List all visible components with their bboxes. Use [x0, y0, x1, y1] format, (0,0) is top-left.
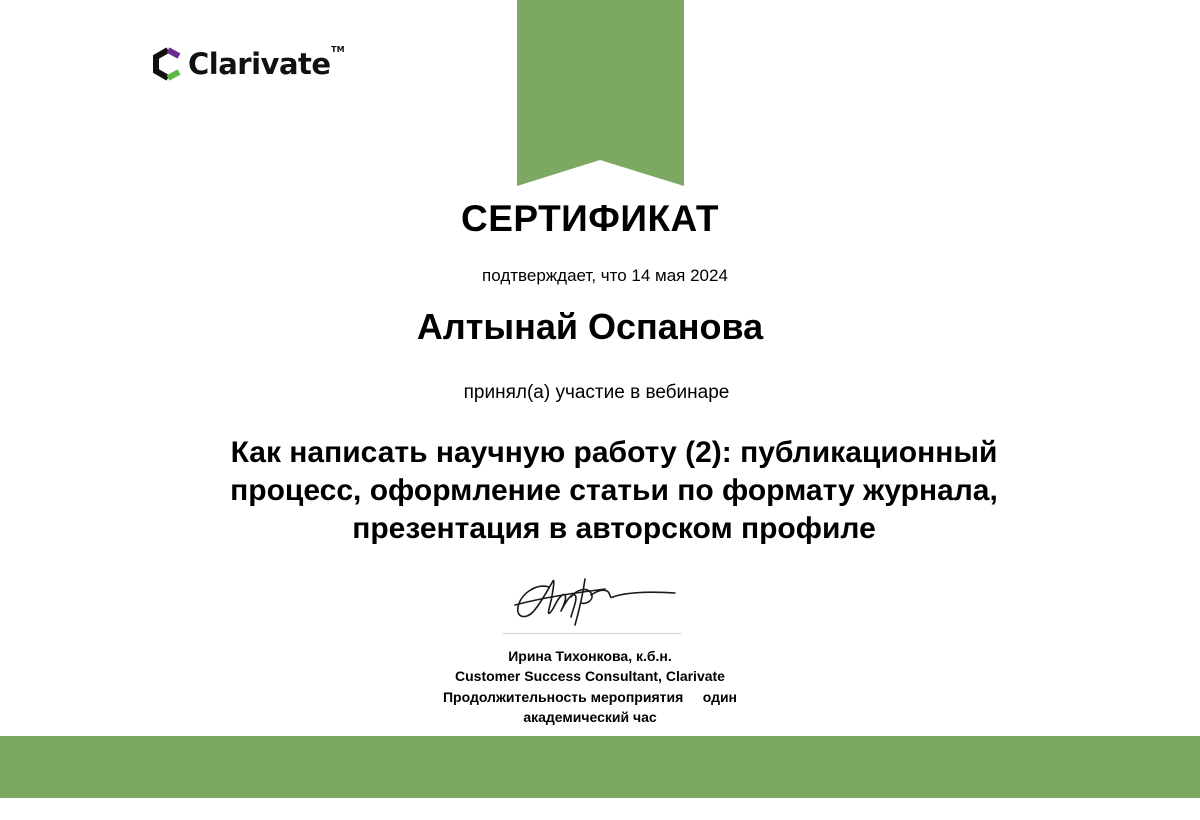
signatory-position: Customer Success Consultant, Clarivate [455, 668, 725, 685]
green-ribbon [517, 0, 684, 186]
webinar-title-line-3: презентация в авторском профиле [352, 512, 876, 546]
webinar-title [0, 434, 1200, 548]
webinar-title-line-2: процесс, оформление статьи по формату журнала, [230, 474, 998, 508]
recipient-name: Алтынай Оспанова [416, 306, 764, 347]
certificate-title: СЕРТИФИКАТ [460, 198, 720, 239]
signature-image [505, 565, 685, 635]
participation-text: принял(а) участие в вебинаре [463, 382, 730, 403]
logo-text: Clarivate TM [188, 44, 345, 81]
footer-green-bar [0, 736, 1200, 798]
event-duration-unit: академический час [523, 708, 657, 725]
trademark: TM [331, 44, 345, 54]
clarivate-logo [148, 44, 345, 84]
confirmation-text: подтверждает, что 14 мая 2024 [482, 266, 728, 285]
signature-line [503, 633, 681, 634]
clarivate-logo-icon [148, 47, 182, 81]
signatory-name: Ирина Тихонкова, к.б.н. [508, 648, 672, 664]
webinar-title-line-1: Как написать научную работу (2): публикационный [230, 436, 998, 469]
signatory-block [0, 646, 1180, 727]
event-duration: Продолжительность мероприятия один [442, 688, 738, 705]
